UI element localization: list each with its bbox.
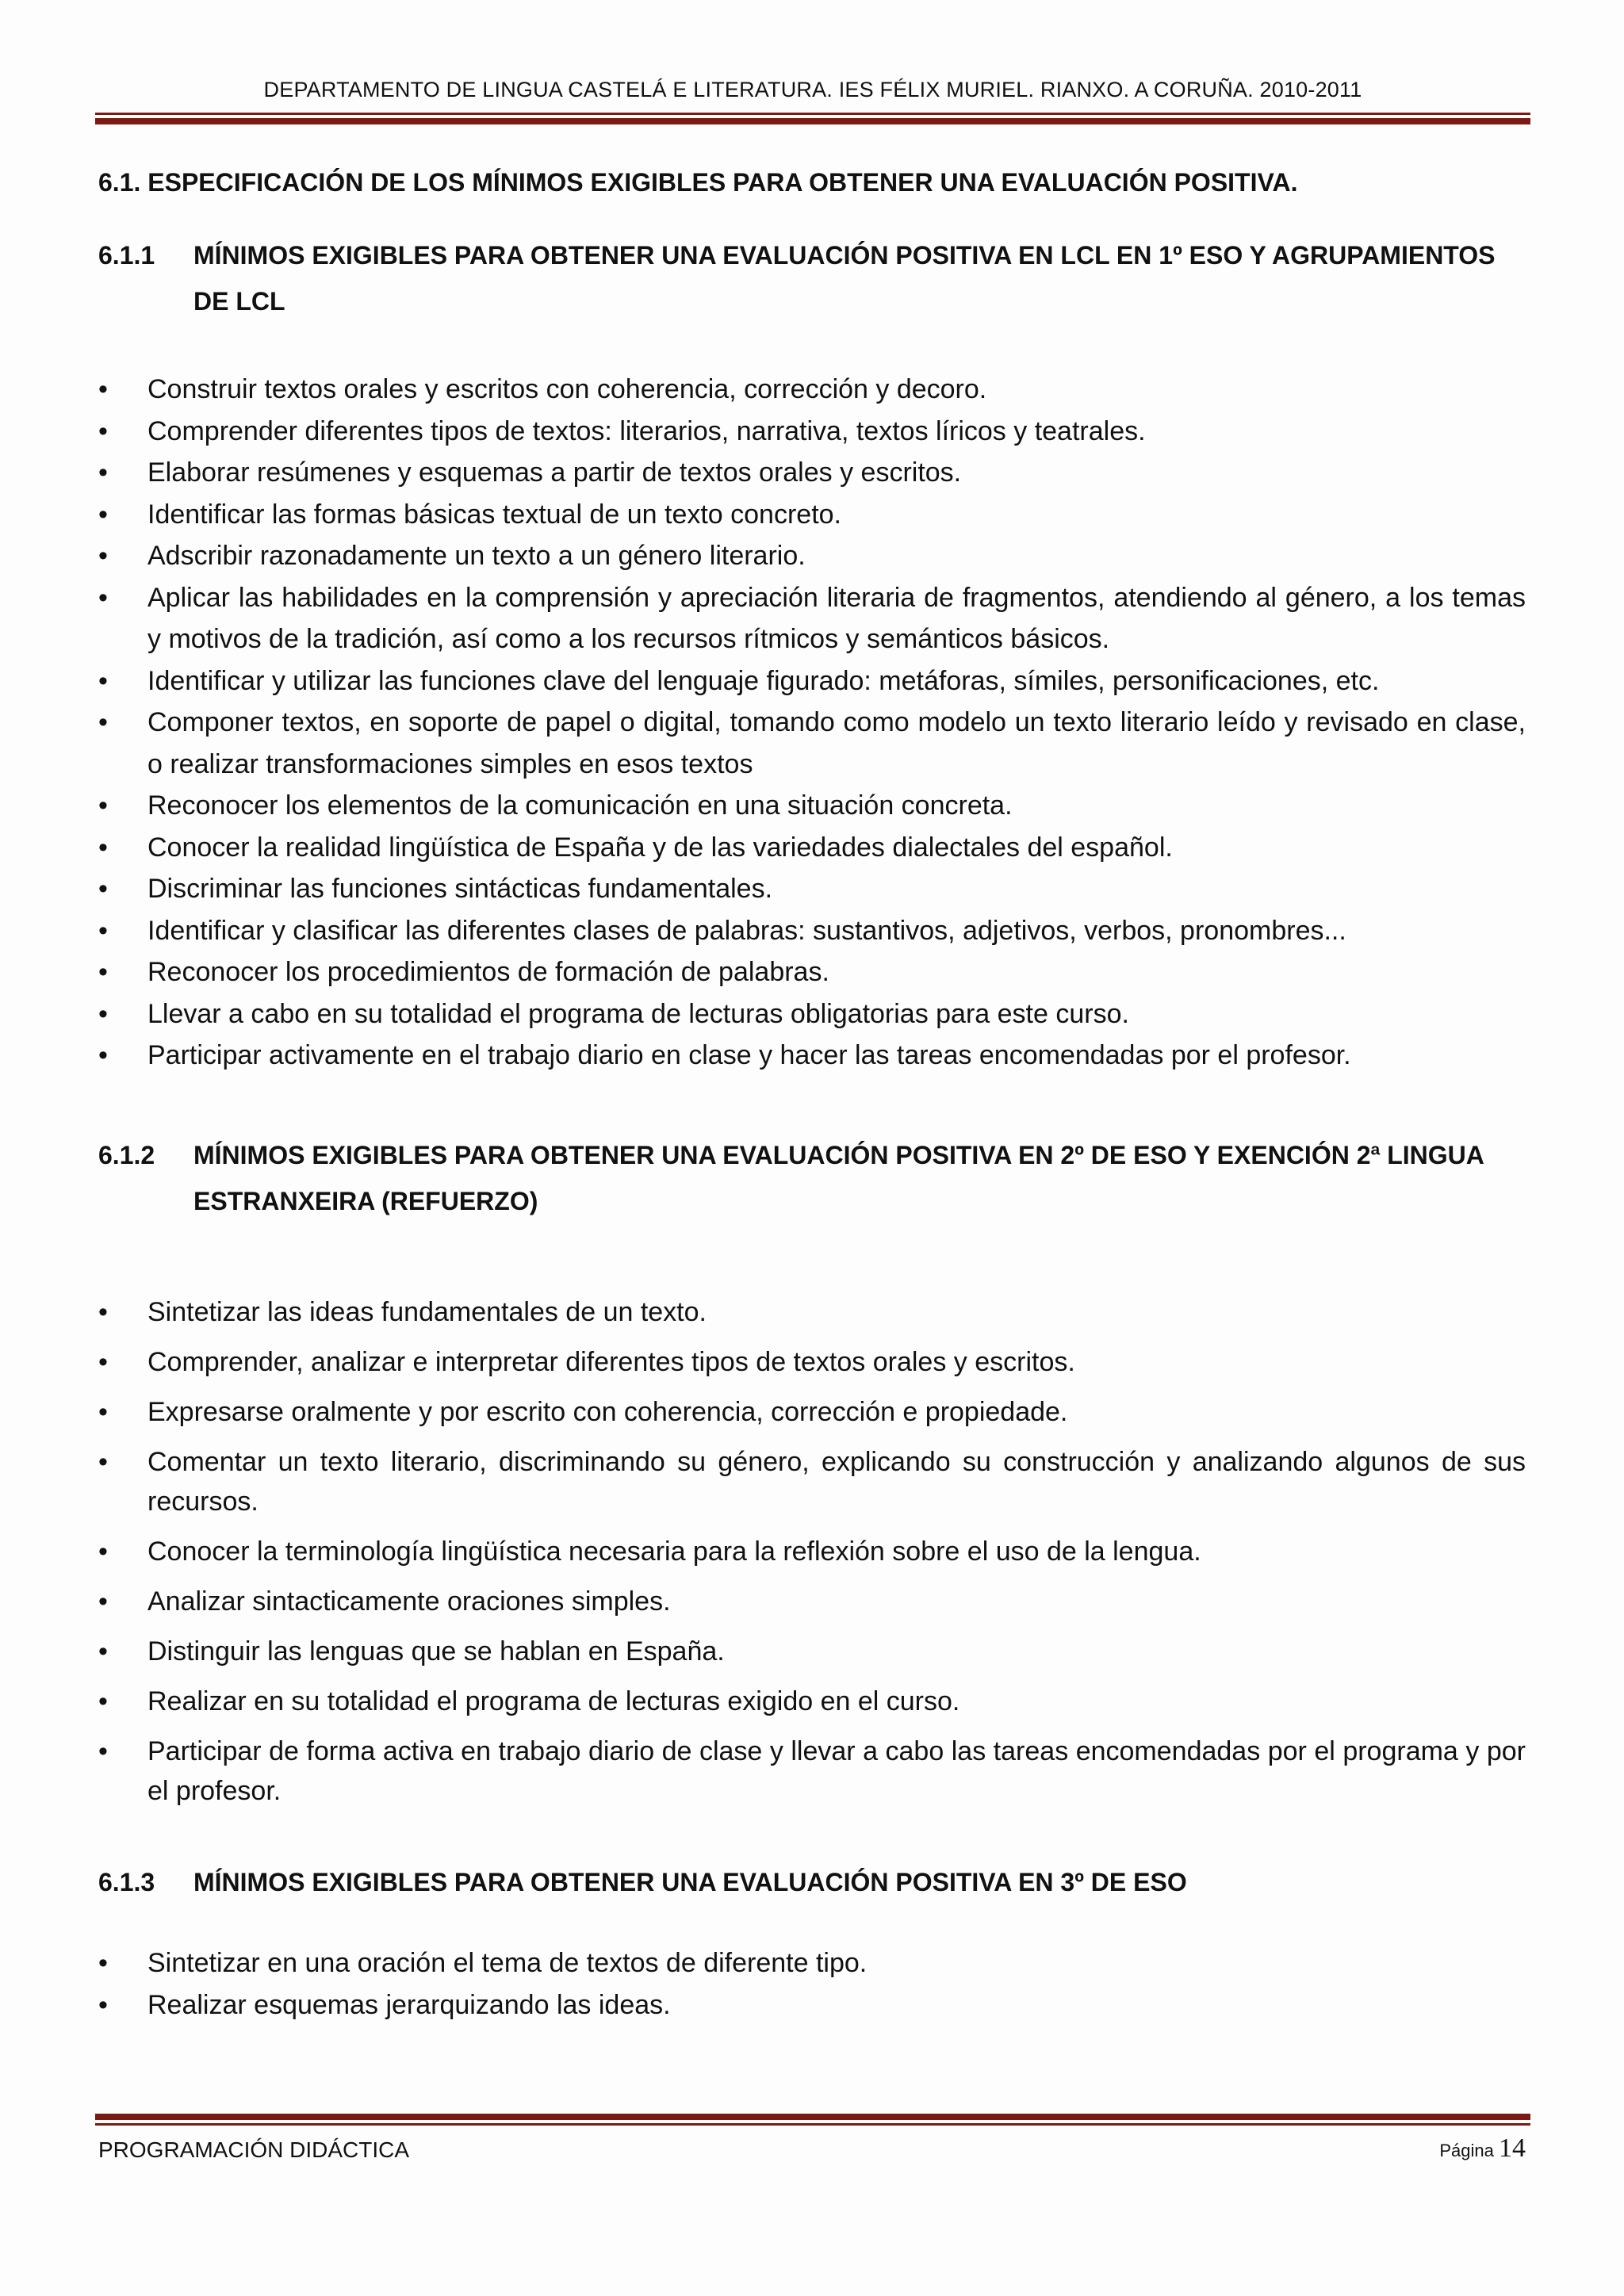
bullet-list-6-1-1 <box>98 369 1526 1077</box>
list-item: • Sintetizar las ideas fundamentales de un texto. <box>98 1292 1526 1332</box>
list-item: • Comentar un texto literario, discriminando su género, explicando su construcción y analizando algunos de sus recursos. <box>98 1442 1526 1521</box>
bullet-icon: • <box>98 707 108 737</box>
list-item: • Elaborar resúmenes y esquemas a partir de textos orales y escritos. <box>98 452 1526 494</box>
bullet-icon: • <box>98 1040 108 1070</box>
page-number: 14 <box>1499 2133 1526 2163</box>
bullet-icon: • <box>98 1636 108 1667</box>
list-item: • Componer textos, en soporte de papel o digital, tomando como modelo un texto literario leído y revisado en clase, o realizar transformaciones simples en esos textos <box>98 702 1526 785</box>
bullet-icon: • <box>98 1948 108 1978</box>
list-item: • Reconocer los procedimientos de formación de palabras. <box>98 951 1526 993</box>
section-title: MÍNIMOS EXIGIBLES PARA OBTENER UNA EVALUACIÓN POSITIVA EN 2º DE ESO Y EXENCIÓN 2ª LINGUA ESTRANXEIRA (REFUERZO) <box>193 1141 1484 1215</box>
section-number: 6.1.2 <box>98 1141 155 1169</box>
page-label: Página <box>1439 2141 1494 2160</box>
list-item: • Identificar y utilizar las funciones clave del lenguaje figurado: metáforas, símiles, personificaciones, etc. <box>98 660 1526 702</box>
list-item: • Sintetizar en una oración el tema de textos de diferente tipo. <box>98 1942 1526 1984</box>
list-item: • Realizar en su totalidad el programa de lecturas exigido en el curso. <box>98 1682 1526 1721</box>
list-item: • Comprender, analizar e interpretar diferentes tipos de textos orales y escritos. <box>98 1342 1526 1382</box>
section-number: 6.1.1 <box>98 241 155 270</box>
list-item: • Participar activamente en el trabajo diario en clase y hacer las tareas encomendadas por el profesor. <box>98 1035 1526 1077</box>
bullet-icon: • <box>98 1397 108 1427</box>
bullet-icon: • <box>98 374 108 404</box>
list-item: • Discriminar las funciones sintácticas fundamentales. <box>98 868 1526 910</box>
bullet-icon: • <box>98 1447 108 1477</box>
section-title: MÍNIMOS EXIGIBLES PARA OBTENER UNA EVALUACIÓN POSITIVA EN LCL EN 1º ESO Y AGRUPAMIENTOS DE LCL <box>193 241 1496 316</box>
list-item: • Expresarse oralmente y por escrito con coherencia, corrección e propiedade. <box>98 1392 1526 1432</box>
bullet-icon: • <box>98 1586 108 1617</box>
bullet-icon: • <box>98 957 108 987</box>
list-item: • Analizar sintacticamente oraciones simples. <box>98 1582 1526 1621</box>
footer-rule <box>95 2114 1530 2126</box>
bullet-list-6-1-2 <box>98 1292 1526 1821</box>
bullet-icon: • <box>98 1686 108 1716</box>
section-heading-6-1-1 <box>98 232 1526 324</box>
bullet-icon: • <box>98 665 108 696</box>
list-item: • Aplicar las habilidades en la comprensión y apreciación literaria de fragmentos, atendiendo al género, a los temas y motivos de la tradición, así como a los recursos rítmicos y semánticos básicos. <box>98 577 1526 660</box>
bullet-icon: • <box>98 790 108 821</box>
list-item: • Comprender diferentes tipos de textos: literarios, narrativa, textos líricos y teatrales. <box>98 411 1526 453</box>
bullet-icon: • <box>98 499 108 530</box>
bullet-icon: • <box>98 1989 108 2020</box>
bullet-icon: • <box>98 1736 108 1766</box>
main-heading: 6.1. ESPECIFICACIÓN DE LOS MÍNIMOS EXIGIBLES PARA OBTENER UNA EVALUACIÓN POSITIVA. <box>98 168 1298 197</box>
bullet-icon: • <box>98 457 108 488</box>
section-heading-6-1-2 <box>98 1132 1526 1224</box>
bullet-icon: • <box>98 1297 108 1327</box>
list-item: • Participar de forma activa en trabajo diario de clase y llevar a cabo las tareas encomendadas por el programa y por el profesor. <box>98 1732 1526 1811</box>
list-item: • Distinguir las lenguas que se hablan en España. <box>98 1632 1526 1671</box>
list-item: • Construir textos orales y escritos con coherencia, corrección y decoro. <box>98 369 1526 411</box>
bullet-icon: • <box>98 582 108 613</box>
list-item: • Identificar las formas básicas textual de un texto concreto. <box>98 494 1526 536</box>
bullet-icon: • <box>98 874 108 904</box>
bullet-icon: • <box>98 1536 108 1567</box>
bullet-icon: • <box>98 415 108 446</box>
bullet-icon: • <box>98 832 108 863</box>
bullet-icon: • <box>98 1347 108 1377</box>
page-header: DEPARTAMENTO DE LINGUA CASTELÁ E LITERATURA. IES FÉLIX MURIEL. RIANXO. A CORUÑA. 2010-2011 <box>263 78 1362 101</box>
bullet-icon: • <box>98 915 108 946</box>
list-item: • Conocer la terminología lingüística necesaria para la reflexión sobre el uso de la lengua. <box>98 1532 1526 1571</box>
list-item: • Realizar esquemas jerarquizando las ideas. <box>98 1984 1526 2026</box>
bullet-list-6-1-3 <box>98 1942 1526 2026</box>
list-item: • Llevar a cabo en su totalidad el programa de lecturas obligatorias para este curso. <box>98 993 1526 1035</box>
list-item: • Reconocer los elementos de la comunicación en una situación concreta. <box>98 785 1526 827</box>
page-number-block <box>1439 2133 1526 2167</box>
section-heading-6-1-3 <box>98 1859 1526 1905</box>
bullet-icon: • <box>98 998 108 1029</box>
footer-title: PROGRAMACIÓN DIDÁCTICA <box>98 2137 410 2162</box>
list-item: • Identificar y clasificar las diferentes clases de palabras: sustantivos, adjetivos, verbos, pronombres... <box>98 910 1526 952</box>
list-item: • Adscribir razonadamente un texto a un género literario. <box>98 535 1526 577</box>
section-number: 6.1.3 <box>98 1868 155 1896</box>
section-title: MÍNIMOS EXIGIBLES PARA OBTENER UNA EVALUACIÓN POSITIVA EN 3º DE ESO <box>193 1868 1187 1896</box>
bullet-icon: • <box>98 541 108 571</box>
list-item: • Conocer la realidad lingüística de España y de las variedades dialectales del español. <box>98 827 1526 869</box>
header-rule <box>95 113 1530 124</box>
